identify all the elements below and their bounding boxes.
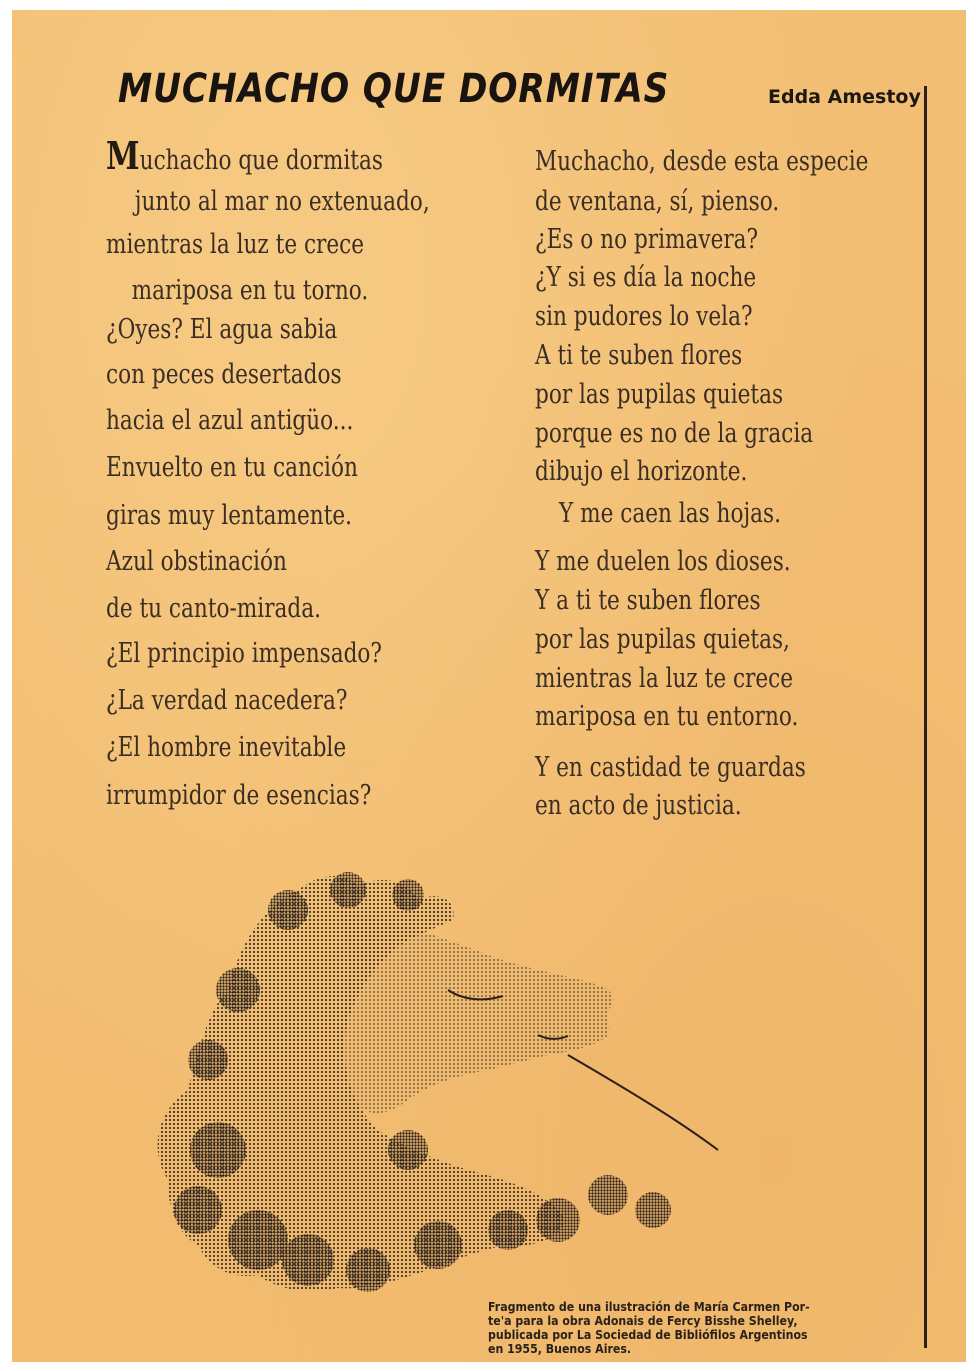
- poem-line: junto al mar no extenuado,: [134, 186, 430, 217]
- poem-line: hacia el azul antigüo...: [106, 405, 354, 436]
- poem-line: Y me duelen los dioses.: [535, 546, 791, 577]
- poem-line: mariposa en tu entorno.: [535, 701, 799, 732]
- caption-line: publicada por La Sociedad de Bibliófilos Argentinos: [488, 1327, 808, 1342]
- poem-line: mientras la luz te crece: [535, 663, 794, 694]
- poem-line: ¿El principio impensado?: [106, 638, 382, 669]
- illustration-caption: [488, 1300, 875, 1356]
- poem-line: irrumpidor de esencias?: [106, 780, 372, 811]
- poem-line: mientras la luz te crece: [106, 229, 365, 260]
- poem-line: ¿La verdad nacedera?: [106, 685, 348, 716]
- poem-line: A ti te suben flores: [535, 340, 743, 371]
- poem-title: MUCHACHO QUE DORMITAS: [118, 66, 670, 112]
- poem-line: ¿Y si es día la noche: [535, 262, 757, 293]
- poem-line: ¿El hombre inevitable: [106, 732, 347, 763]
- author-name: Edda Amestoy: [768, 86, 921, 108]
- poem-line: giras muy lentamente.: [106, 500, 353, 531]
- poem-line: de ventana, sí, pienso.: [535, 186, 780, 217]
- caption-line: en 1955, Buenos Aires.: [488, 1341, 632, 1356]
- poem-line: Y en castidad te guardas: [535, 752, 806, 783]
- poem-line: Envuelto en tu canción: [106, 452, 358, 483]
- poem-line: Y a ti te suben flores: [535, 585, 761, 616]
- poem-line: ¿Es o no primavera?: [535, 224, 759, 255]
- poem-line: Y me caen las hojas.: [559, 498, 781, 529]
- neck-line: [568, 1055, 718, 1150]
- poem-line: ¿Oyes? El agua sabia: [106, 314, 338, 345]
- poem-line: de tu canto-mirada.: [106, 593, 321, 624]
- poem-line: dibujo el horizonte.: [535, 456, 748, 487]
- poem-line: por las pupilas quietas: [535, 379, 784, 410]
- poem-line: Azul obstinación: [106, 546, 287, 577]
- poem-line: por las pupilas quietas,: [535, 624, 790, 655]
- poem-line: con peces desertados: [106, 359, 342, 390]
- sleeping-youth-illustration: [108, 850, 748, 1330]
- caption-line: Fragmento de una ilustración de María Carmen Por-: [488, 1299, 810, 1314]
- poem-line: [106, 133, 383, 178]
- poem-line: porque es no de la gracia: [535, 418, 814, 449]
- newspaper-page: [12, 10, 966, 1362]
- column-rule: [924, 86, 927, 1348]
- poem-line: sin pudores lo vela?: [535, 301, 753, 332]
- poem-line: mariposa en tu torno.: [131, 275, 369, 306]
- poem-line: en acto de justicia.: [535, 790, 742, 821]
- poem-line-text: uchacho que dormitas: [139, 145, 383, 176]
- poem-line: Muchacho, desde esta especie: [535, 146, 869, 177]
- drop-cap: M: [106, 133, 140, 178]
- caption-line: te'a para la obra Adonais de Fercy Bisshe Shelley,: [488, 1313, 798, 1328]
- face-profile: [338, 910, 613, 1113]
